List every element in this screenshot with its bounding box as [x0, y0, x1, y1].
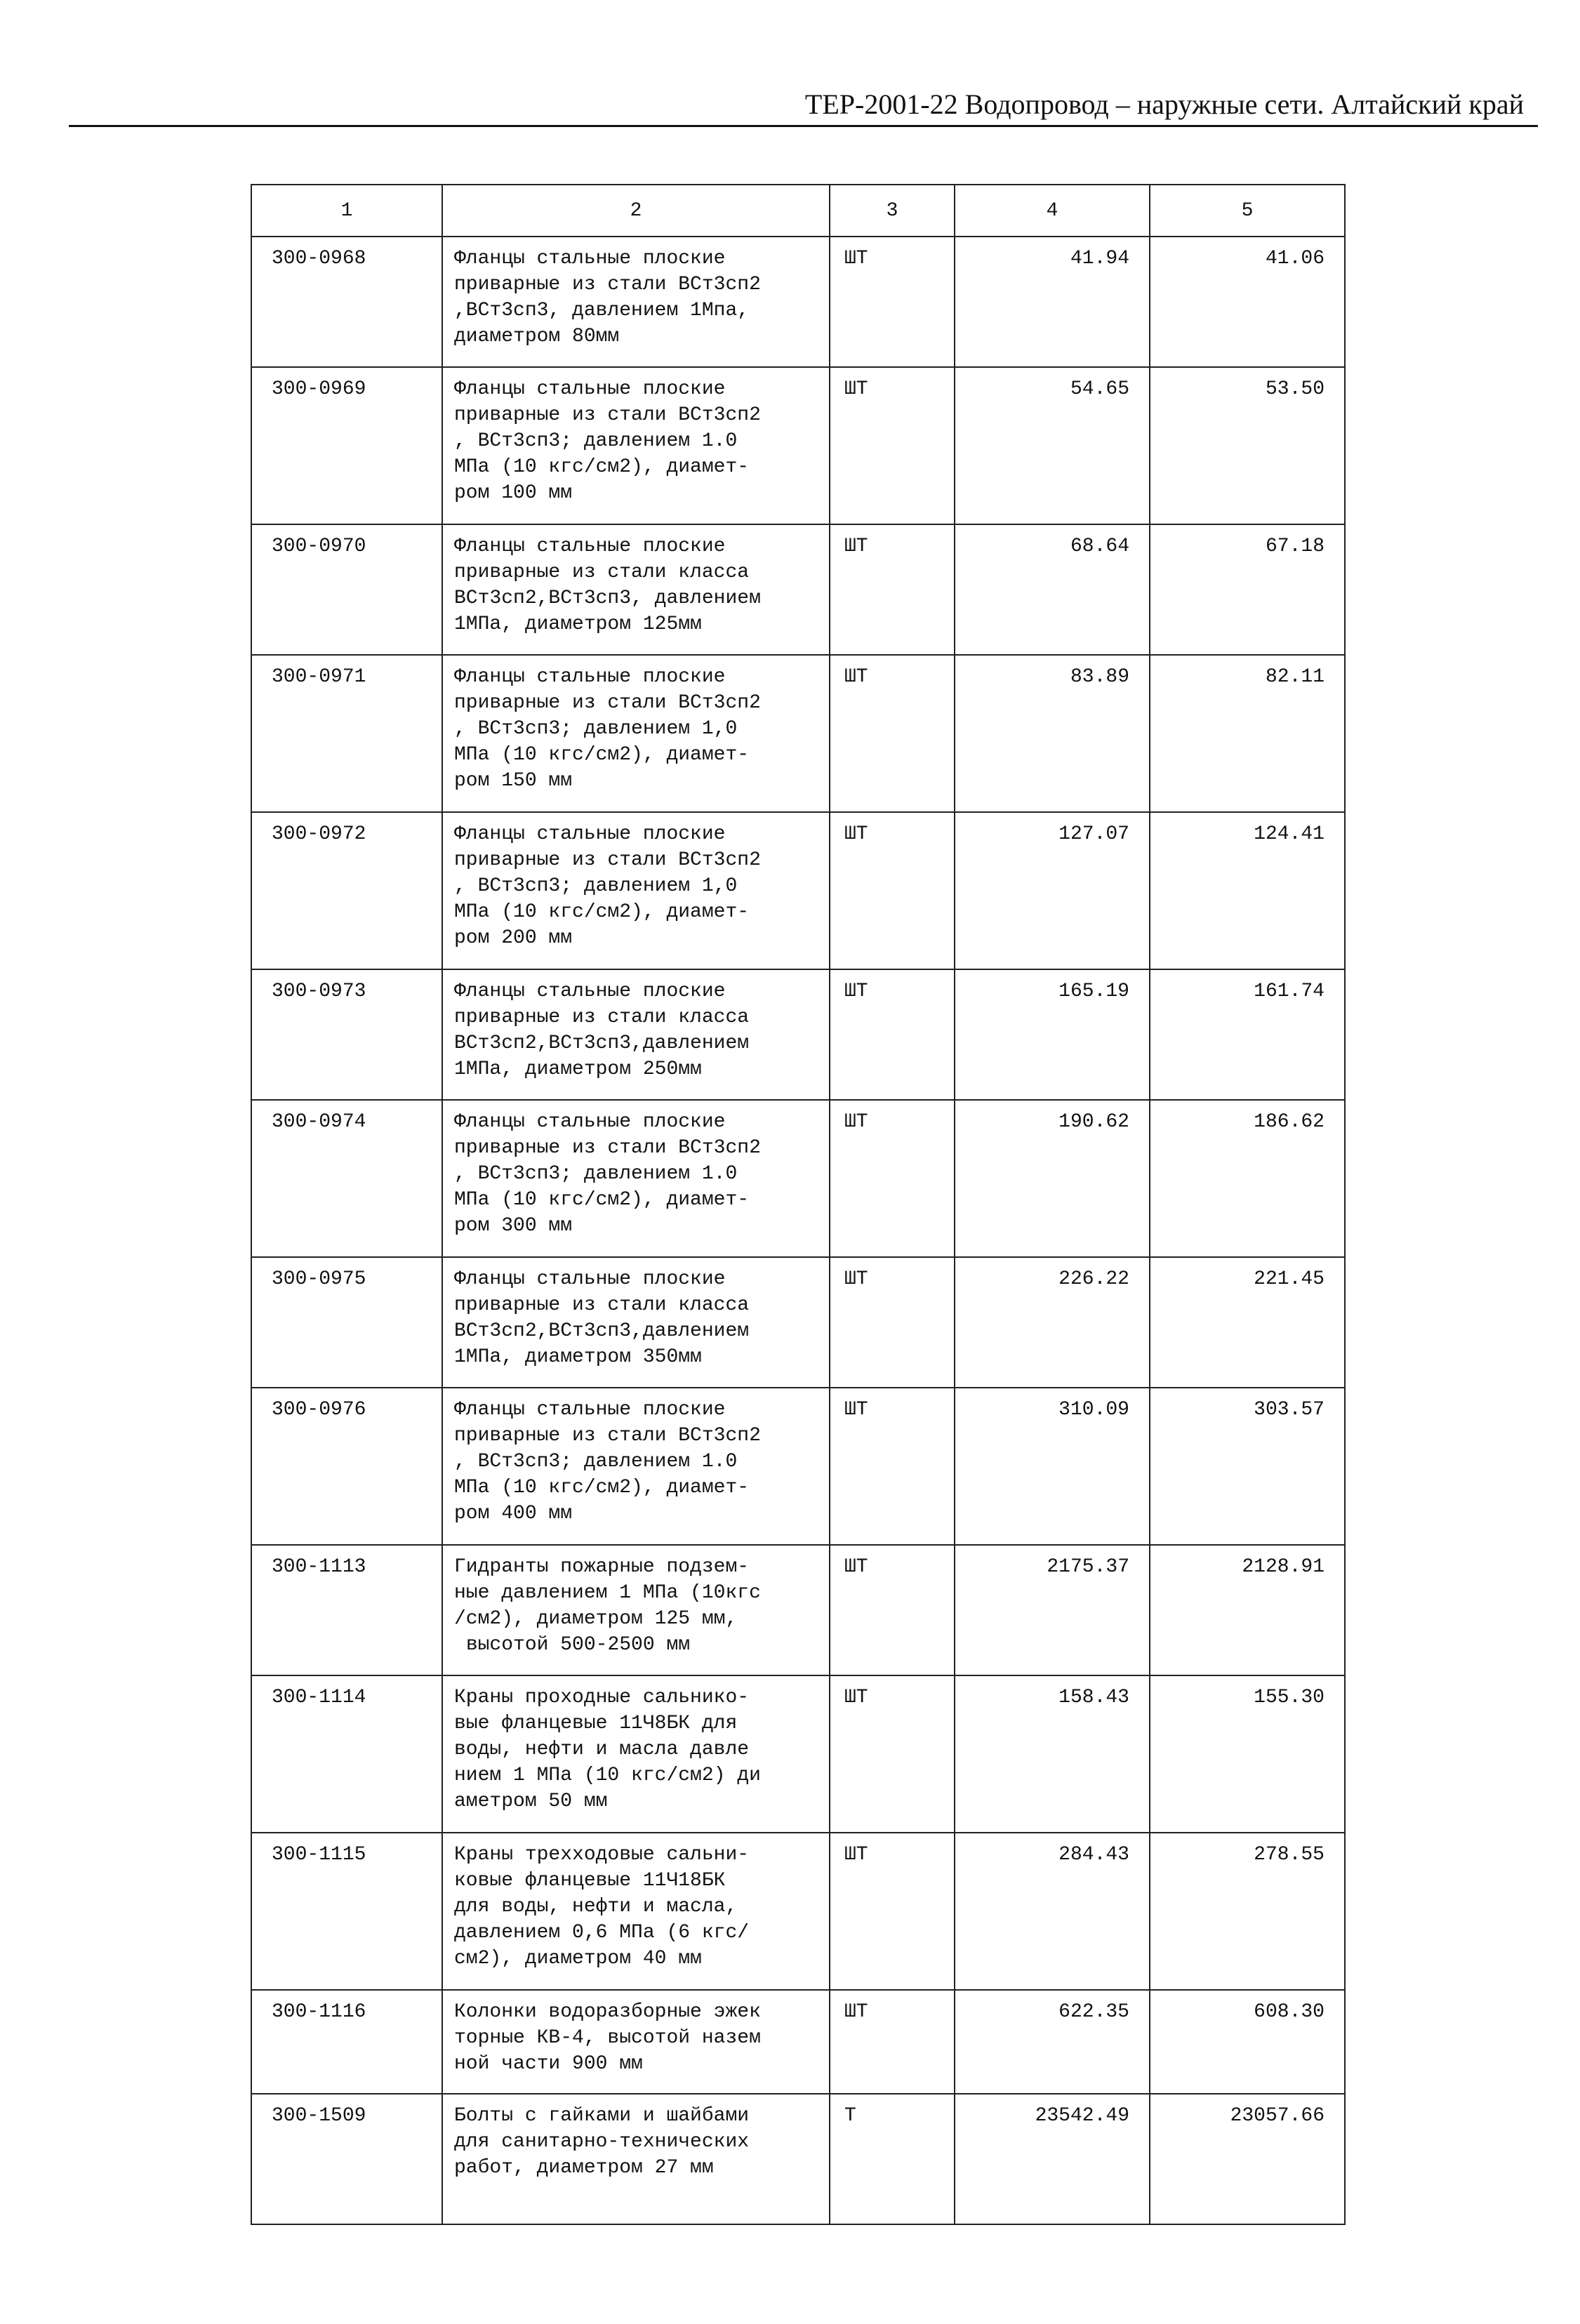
code-cell: 300-0975	[251, 1257, 442, 1388]
name-cell: Фланцы стальные плоские приварные из стали класса ВСт3сп2,ВСт3сп3,давлением 1МПа, диаметром 350мм	[442, 1257, 830, 1388]
table-row	[251, 1675, 1345, 1833]
table-row	[251, 1257, 1345, 1388]
name-cell: Краны проходные сальнико- вые фланцевые 11Ч8БК для воды, нефти и масла давле нием 1 МПа (10 кгс/см2) ди аметром 50 мм	[442, 1675, 830, 1833]
price-cell: 622.35	[955, 1990, 1150, 2094]
table-row	[251, 1833, 1345, 1990]
name-cell: Болты с гайками и шайбами для санитарно-технических работ, диаметром 27 мм	[442, 2094, 830, 2224]
unit-cell: ШТ	[830, 1675, 955, 1833]
name-cell: Фланцы стальные плоские приварные из стали ВСт3сп2 ,ВСт3сп3, давлением 1Мпа, диаметром 80мм	[442, 237, 830, 367]
column-header-4: 4	[955, 185, 1150, 237]
name-cell: Фланцы стальные плоские приварные из стали ВСт3сп2 , ВСт3сп3; давлением 1.0 МПа (10 кгс/см2), диамет- ром 100 мм	[442, 367, 830, 524]
price-cell: 303.57	[1150, 1388, 1345, 1545]
price-cell: 41.06	[1150, 237, 1345, 367]
price-cell: 190.62	[955, 1100, 1150, 1257]
name-cell: Фланцы стальные плоские приварные из стали ВСт3сп2 , ВСт3сп3; давлением 1,0 МПа (10 кгс/см2), диамет- ром 200 мм	[442, 812, 830, 969]
price-cell: 82.11	[1150, 655, 1345, 812]
unit-cell: ШТ	[830, 1990, 955, 2094]
code-cell: 300-0974	[251, 1100, 442, 1257]
name-cell: Фланцы стальные плоские приварные из стали класса ВСт3сп2,ВСт3сп3,давлением 1МПа, диаметром 250мм	[442, 969, 830, 1100]
price-cell: 221.45	[1150, 1257, 1345, 1388]
price-cell: 83.89	[955, 655, 1150, 812]
price-cell: 124.41	[1150, 812, 1345, 969]
code-cell: 300-0969	[251, 367, 442, 524]
price-cell: 54.65	[955, 367, 1150, 524]
table-row	[251, 1990, 1345, 2094]
price-cell: 41.94	[955, 237, 1150, 367]
unit-cell: ШТ	[830, 655, 955, 812]
price-cell: 53.50	[1150, 367, 1345, 524]
unit-cell: ШТ	[830, 969, 955, 1100]
unit-cell: ШТ	[830, 524, 955, 655]
name-cell: Фланцы стальные плоские приварные из стали ВСт3сп2 , ВСт3сп3; давлением 1.0 МПа (10 кгс/см2), диамет- ром 400 мм	[442, 1388, 830, 1545]
table-row	[251, 1545, 1345, 1675]
price-cell: 226.22	[955, 1257, 1150, 1388]
name-cell: Фланцы стальные плоские приварные из стали ВСт3сп2 , ВСт3сп3; давлением 1,0 МПа (10 кгс/см2), диамет- ром 150 мм	[442, 655, 830, 812]
unit-cell: ШТ	[830, 812, 955, 969]
code-cell: 300-0976	[251, 1388, 442, 1545]
code-cell: 300-1116	[251, 1990, 442, 2094]
price-cell: 23542.49	[955, 2094, 1150, 2224]
price-cell: 127.07	[955, 812, 1150, 969]
name-cell: Колонки водоразборные эжек торные КВ-4, высотой назем ной части 900 мм	[442, 1990, 830, 2094]
table-row	[251, 812, 1345, 969]
price-cell: 161.74	[1150, 969, 1345, 1100]
unit-cell: ШТ	[830, 1257, 955, 1388]
price-cell: 67.18	[1150, 524, 1345, 655]
price-cell: 2128.91	[1150, 1545, 1345, 1675]
table-row	[251, 969, 1345, 1100]
code-cell: 300-1115	[251, 1833, 442, 1990]
price-cell: 155.30	[1150, 1675, 1345, 1833]
column-header-2: 2	[442, 185, 830, 237]
price-cell: 608.30	[1150, 1990, 1345, 2094]
column-header-1: 1	[251, 185, 442, 237]
price-table	[251, 184, 1346, 2225]
price-cell: 2175.37	[955, 1545, 1150, 1675]
table-row	[251, 367, 1345, 524]
name-cell: Краны трехходовые сальни- ковые фланцевые 11Ч18БК для воды, нефти и масла, давлением 0,6 МПа (6 кгс/ см2), диаметром 40 мм	[442, 1833, 830, 1990]
column-header-3: 3	[830, 185, 955, 237]
unit-cell: ШТ	[830, 237, 955, 367]
price-cell: 310.09	[955, 1388, 1150, 1545]
name-cell: Гидранты пожарные подзем- ные давлением 1 МПа (10кгс /см2), диаметром 125 мм, высотой 500-2500 мм	[442, 1545, 830, 1675]
code-cell: 300-0971	[251, 655, 442, 812]
unit-cell: ШТ	[830, 1388, 955, 1545]
price-cell: 165.19	[955, 969, 1150, 1100]
price-cell: 23057.66	[1150, 2094, 1345, 2224]
code-cell: 300-0972	[251, 812, 442, 969]
code-cell: 300-1113	[251, 1545, 442, 1675]
unit-cell: Т	[830, 2094, 955, 2224]
table-row	[251, 1100, 1345, 1257]
name-cell: Фланцы стальные плоские приварные из стали ВСт3сп2 , ВСт3сп3; давлением 1.0 МПа (10 кгс/см2), диамет- ром 300 мм	[442, 1100, 830, 1257]
price-cell: 186.62	[1150, 1100, 1345, 1257]
column-header-5: 5	[1150, 185, 1345, 237]
price-cell: 284.43	[955, 1833, 1150, 1990]
table-row	[251, 2094, 1345, 2224]
price-cell: 68.64	[955, 524, 1150, 655]
code-cell: 300-1509	[251, 2094, 442, 2224]
code-cell: 300-0973	[251, 969, 442, 1100]
page-header: ТЕР-2001-22 Водопровод – наружные сети. Алтайский край	[69, 84, 1538, 127]
unit-cell: ШТ	[830, 367, 955, 524]
code-cell: 300-1114	[251, 1675, 442, 1833]
table-row	[251, 655, 1345, 812]
name-cell: Фланцы стальные плоские приварные из стали класса ВСт3сп2,ВСт3сп3, давлением 1МПа, диаметром 125мм	[442, 524, 830, 655]
price-cell: 158.43	[955, 1675, 1150, 1833]
table-row	[251, 1388, 1345, 1545]
unit-cell: ШТ	[830, 1833, 955, 1990]
unit-cell: ШТ	[830, 1100, 955, 1257]
table-row	[251, 524, 1345, 655]
price-cell: 278.55	[1150, 1833, 1345, 1990]
code-cell: 300-0970	[251, 524, 442, 655]
unit-cell: ШТ	[830, 1545, 955, 1675]
table-row	[251, 237, 1345, 367]
code-cell: 300-0968	[251, 237, 442, 367]
table-header-row	[251, 185, 1345, 237]
